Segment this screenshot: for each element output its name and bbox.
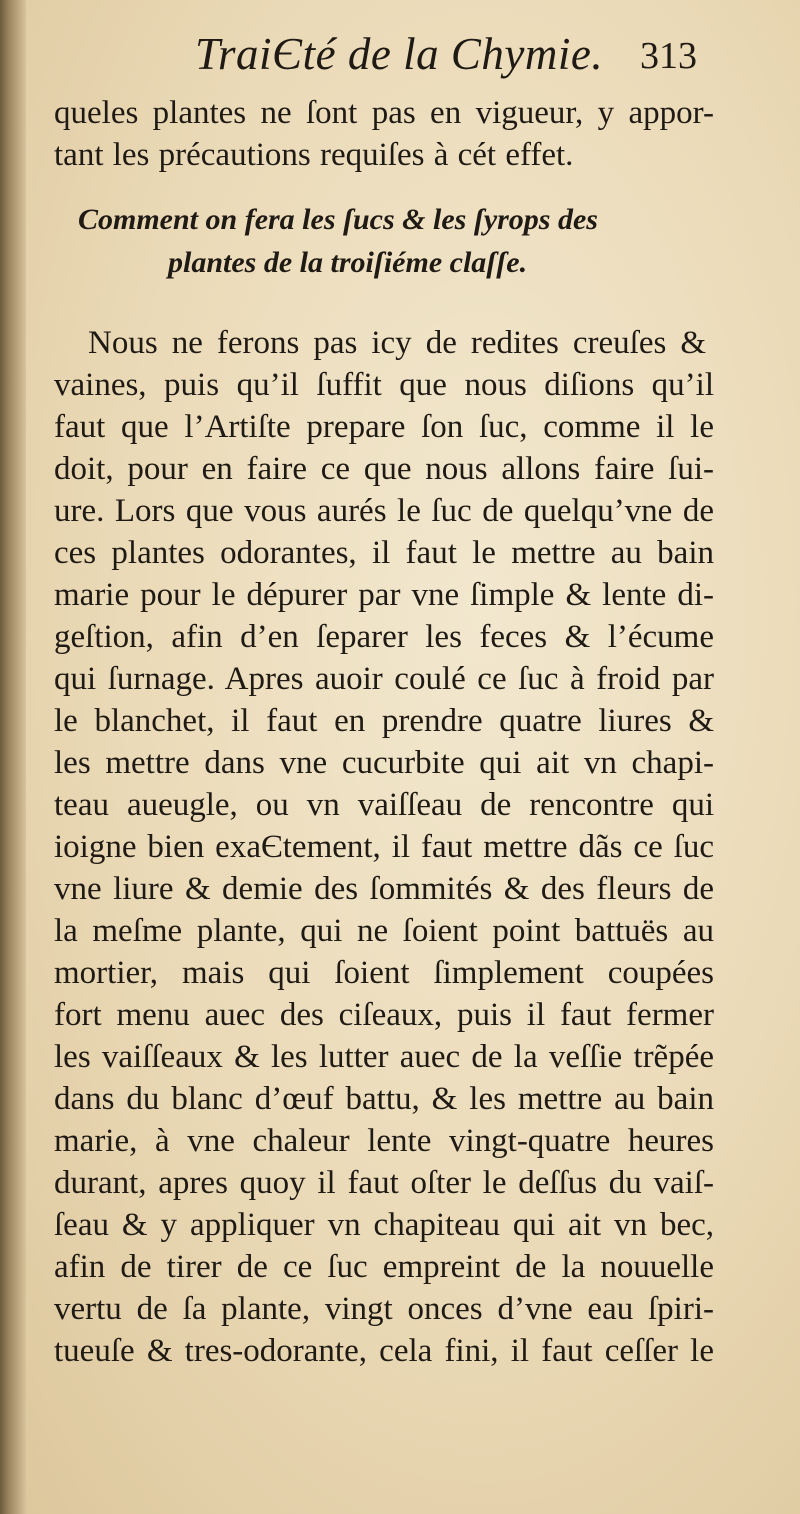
text-line: fort menu auec des ciſeaux, puis il faut fermer [54, 997, 714, 1033]
text-line: teau aueugle, ou vn vaiſſeau de rencontre qui [54, 787, 714, 823]
section-heading-line-1: Comment on fera les ſucs & les ſyrops des [78, 203, 598, 236]
text-line: queles plantes ne ſont pas en vigueur, y appor- [54, 95, 714, 131]
text-line: ure. Lors que vous aurés le ſuc de quelqu’vne de [54, 493, 714, 529]
text-line: afin de tirer de ce ſuc empreint de la nouuelle [54, 1249, 714, 1285]
text-line: vaines, puis qu’il ſuffit que nous diſions qu’il [54, 367, 714, 403]
text-line: ces plantes odorantes, il faut le mettre au bain [54, 535, 714, 571]
page-number: 313 [640, 35, 697, 77]
running-title: TraiЄté de la Chymie. [195, 29, 604, 79]
text-line: les mettre dans vne cucurbite qui ait vn chapi- [54, 745, 714, 781]
text-line: la meſme plante, qui ne ſoient point battuës au [54, 913, 714, 949]
text-line: qui ſurnage. Apres auoir coulé ce ſuc à froid par [54, 661, 714, 697]
text-line: vne liure & demie des ſommités & des fleurs de [54, 871, 714, 907]
text-line: les vaiſſeaux & les lutter auec de la veſſie trẽpée [54, 1039, 714, 1075]
text-line: marie pour le dépurer par vne ſimple & lente di- [54, 577, 714, 613]
text-line: durant, apres quoy il faut oſter le deſſus du vaiſ- [54, 1165, 714, 1201]
text-line: tueuſe & tres-odorante, cela fini, il faut ceſſer le [54, 1333, 714, 1369]
text-line: dans du blanc d’œuf battu, & les mettre au bain [54, 1081, 714, 1117]
text-line: doit, pour en faire ce que nous allons faire ſui- [54, 451, 714, 487]
running-head [160, 28, 740, 98]
text-line: le blanchet, il faut en prendre quatre liures & [54, 703, 714, 739]
text-line: faut que l’Artiſte prepare ſon ſuc, comme il le [54, 409, 714, 445]
section-heading-line-2: plantes de la troiſiéme claſſe. [168, 246, 528, 279]
text-line: geſtion, afin d’en ſeparer les feces & l’écume [54, 619, 714, 655]
text-line: ioigne bien exaЄtement, il faut mettre dãs ce ſuc [54, 829, 714, 865]
text-line: mortier, mais qui ſoient ſimplement coupées [54, 955, 714, 991]
text-line: marie, à vne chaleur lente vingt-quatre heures [54, 1123, 714, 1159]
text-line: tant les précautions requiſes à cét effet. [54, 137, 574, 173]
page-gutter-shadow [0, 0, 26, 1514]
text-line: ſeau & y appliquer vn chapiteau qui ait vn bec, [54, 1207, 714, 1243]
text-line: vertu de ſa plante, vingt onces d’vne eau ſpiri- [54, 1291, 714, 1327]
paragraph-first-line: Nous ne ferons pas icy de redites creuſes & [88, 325, 706, 361]
